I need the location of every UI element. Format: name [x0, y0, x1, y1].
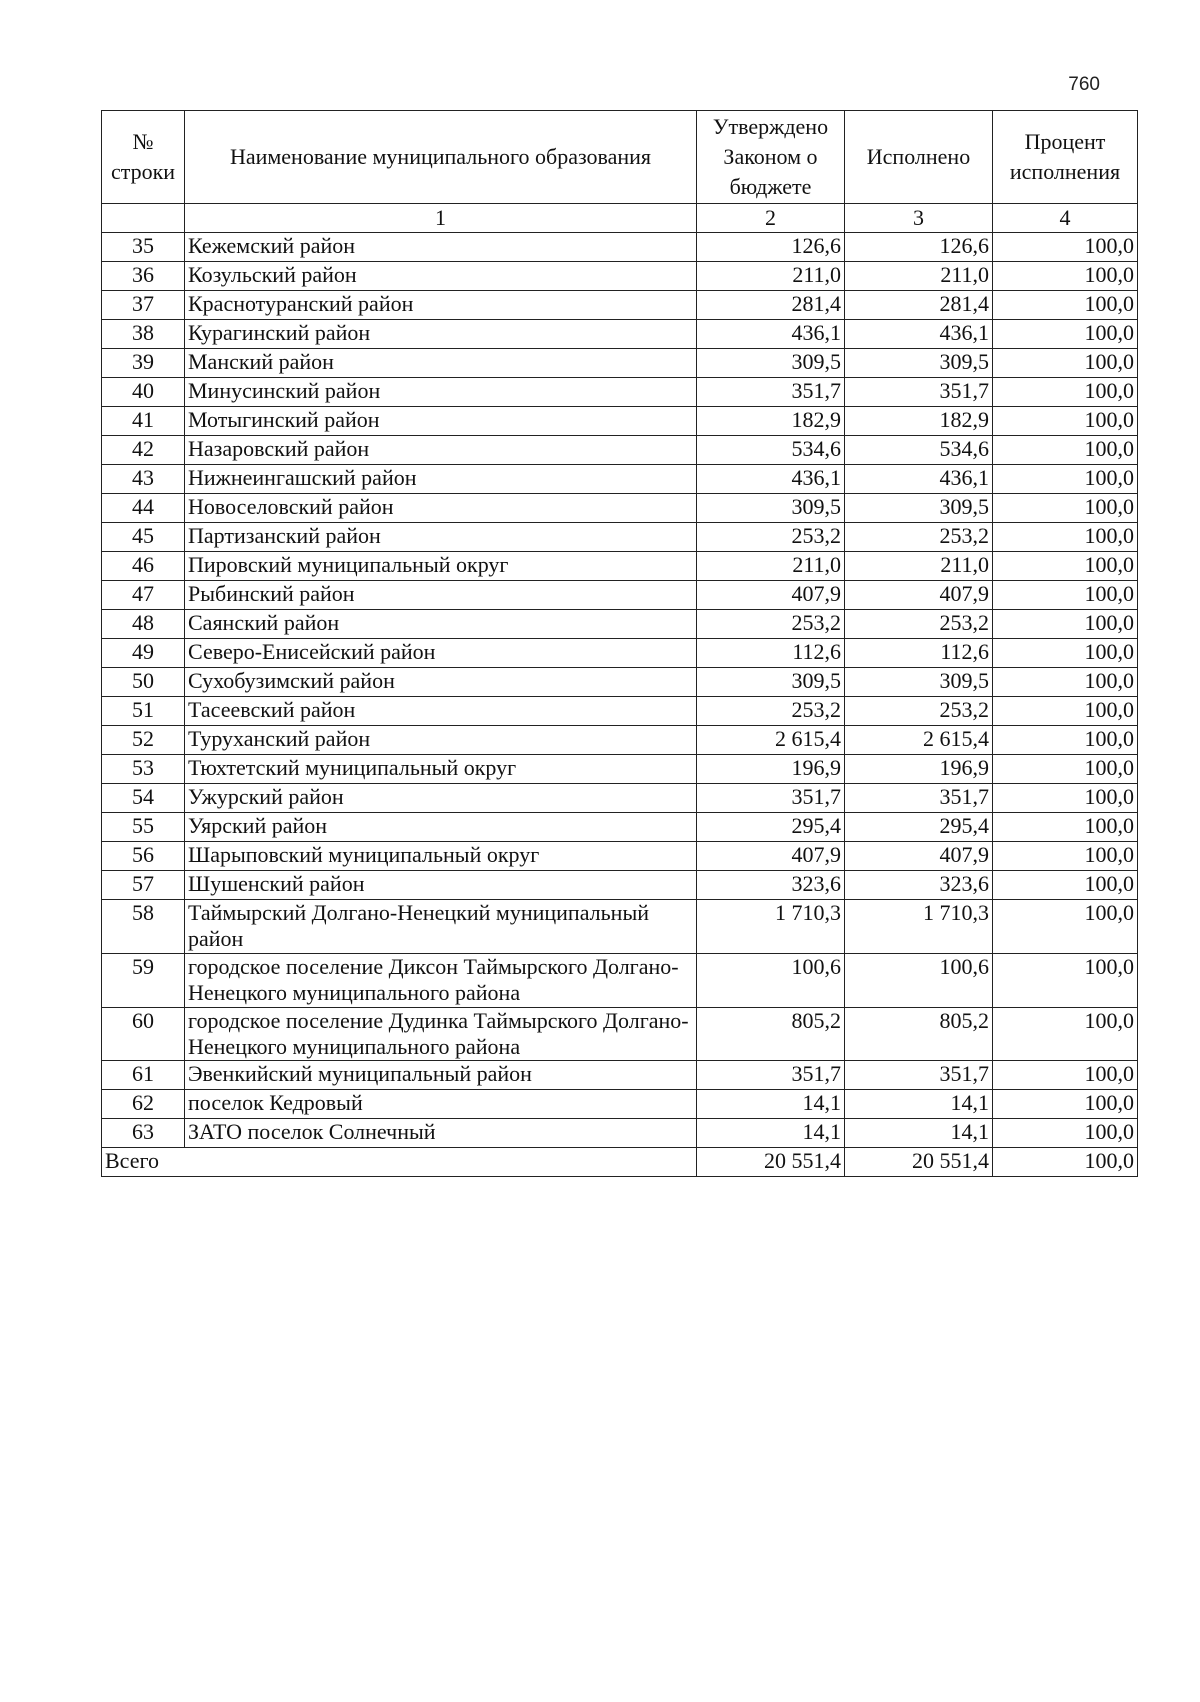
row-municipality-name: Назаровский район	[185, 436, 697, 465]
table-row	[102, 320, 1138, 349]
row-executed: 309,5	[845, 494, 993, 523]
row-percent: 100,0	[993, 668, 1138, 697]
row-approved: 323,6	[697, 871, 845, 900]
column-index-4: 4	[993, 204, 1138, 233]
row-approved: 281,4	[697, 291, 845, 320]
table-row	[102, 1090, 1138, 1119]
row-executed: 1 710,3	[845, 900, 993, 954]
table-row	[102, 1061, 1138, 1090]
table-row	[102, 668, 1138, 697]
row-percent: 100,0	[993, 581, 1138, 610]
row-number: 39	[102, 349, 185, 378]
table-row	[102, 349, 1138, 378]
row-approved: 309,5	[697, 494, 845, 523]
row-municipality-name: Сухобузимский район	[185, 668, 697, 697]
row-executed: 281,4	[845, 291, 993, 320]
row-percent: 100,0	[993, 900, 1138, 954]
row-executed: 351,7	[845, 1061, 993, 1090]
row-number: 56	[102, 842, 185, 871]
row-executed: 436,1	[845, 465, 993, 494]
row-municipality-name: Северо-Енисейский район	[185, 639, 697, 668]
row-approved: 351,7	[697, 378, 845, 407]
row-percent: 100,0	[993, 842, 1138, 871]
total-row	[102, 1148, 1138, 1177]
row-approved: 407,9	[697, 581, 845, 610]
row-number: 60	[102, 1007, 185, 1061]
row-approved: 100,6	[697, 953, 845, 1007]
row-approved: 2 615,4	[697, 726, 845, 755]
row-executed: 112,6	[845, 639, 993, 668]
total-approved: 20 551,4	[697, 1148, 845, 1177]
row-number: 61	[102, 1061, 185, 1090]
row-percent: 100,0	[993, 610, 1138, 639]
row-executed: 211,0	[845, 552, 993, 581]
row-number: 47	[102, 581, 185, 610]
row-approved: 351,7	[697, 1061, 845, 1090]
row-number: 42	[102, 436, 185, 465]
row-percent: 100,0	[993, 1061, 1138, 1090]
table-row	[102, 494, 1138, 523]
header-percent: Процент исполнения	[993, 111, 1138, 204]
row-percent: 100,0	[993, 784, 1138, 813]
row-approved: 1 710,3	[697, 900, 845, 954]
row-municipality-name: городское поселение Дудинка Таймырского Долгано-Ненецкого муниципального района	[185, 1007, 697, 1061]
row-executed: 351,7	[845, 784, 993, 813]
row-executed: 2 615,4	[845, 726, 993, 755]
row-percent: 100,0	[993, 407, 1138, 436]
row-percent: 100,0	[993, 1119, 1138, 1148]
row-executed: 436,1	[845, 320, 993, 349]
row-number: 58	[102, 900, 185, 954]
row-percent: 100,0	[993, 552, 1138, 581]
row-percent: 100,0	[993, 523, 1138, 552]
table-row	[102, 1119, 1138, 1148]
header-row-number: № строки	[102, 111, 185, 204]
table-row	[102, 436, 1138, 465]
row-approved: 126,6	[697, 233, 845, 262]
row-percent: 100,0	[993, 378, 1138, 407]
row-executed: 805,2	[845, 1007, 993, 1061]
table-row	[102, 291, 1138, 320]
table-row	[102, 610, 1138, 639]
row-approved: 14,1	[697, 1119, 845, 1148]
header-approved: Утверждено Законом о бюджете	[697, 111, 845, 204]
row-percent: 100,0	[993, 262, 1138, 291]
total-label: Всего	[102, 1148, 697, 1177]
row-approved: 14,1	[697, 1090, 845, 1119]
total-percent: 100,0	[993, 1148, 1138, 1177]
total-executed: 20 551,4	[845, 1148, 993, 1177]
row-number: 40	[102, 378, 185, 407]
row-municipality-name: Курагинский район	[185, 320, 697, 349]
column-index-1: 1	[185, 204, 697, 233]
row-executed: 309,5	[845, 668, 993, 697]
row-percent: 100,0	[993, 871, 1138, 900]
table-row	[102, 407, 1138, 436]
row-percent: 100,0	[993, 436, 1138, 465]
row-percent: 100,0	[993, 233, 1138, 262]
row-executed: 14,1	[845, 1119, 993, 1148]
row-number: 41	[102, 407, 185, 436]
row-municipality-name: Рыбинский район	[185, 581, 697, 610]
row-number: 36	[102, 262, 185, 291]
row-executed: 100,6	[845, 953, 993, 1007]
row-municipality-name: Мотыгинский район	[185, 407, 697, 436]
row-municipality-name: Ужурский район	[185, 784, 697, 813]
row-municipality-name: ЗАТО поселок Солнечный	[185, 1119, 697, 1148]
row-approved: 407,9	[697, 842, 845, 871]
row-number: 52	[102, 726, 185, 755]
row-approved: 309,5	[697, 349, 845, 378]
row-approved: 211,0	[697, 552, 845, 581]
row-number: 49	[102, 639, 185, 668]
row-percent: 100,0	[993, 726, 1138, 755]
header-executed: Исполнено	[845, 111, 993, 204]
table-row	[102, 581, 1138, 610]
row-approved: 309,5	[697, 668, 845, 697]
row-approved: 534,6	[697, 436, 845, 465]
row-executed: 351,7	[845, 378, 993, 407]
table-row	[102, 378, 1138, 407]
row-municipality-name: Таймырский Долгано-Ненецкий муниципальный район	[185, 900, 697, 954]
row-municipality-name: Новоселовский район	[185, 494, 697, 523]
row-percent: 100,0	[993, 291, 1138, 320]
row-municipality-name: поселок Кедровый	[185, 1090, 697, 1119]
row-number: 57	[102, 871, 185, 900]
table-row	[102, 871, 1138, 900]
table-row	[102, 697, 1138, 726]
table-row	[102, 552, 1138, 581]
row-municipality-name: Козульский район	[185, 262, 697, 291]
row-approved: 253,2	[697, 610, 845, 639]
row-approved: 253,2	[697, 697, 845, 726]
row-executed: 253,2	[845, 610, 993, 639]
row-municipality-name: Нижнеингашский район	[185, 465, 697, 494]
row-number: 44	[102, 494, 185, 523]
row-executed: 309,5	[845, 349, 993, 378]
row-executed: 126,6	[845, 233, 993, 262]
table-row	[102, 784, 1138, 813]
row-executed: 253,2	[845, 697, 993, 726]
row-percent: 100,0	[993, 639, 1138, 668]
table-row	[102, 523, 1138, 552]
row-executed: 211,0	[845, 262, 993, 291]
column-index-row	[102, 204, 1138, 233]
table-row	[102, 726, 1138, 755]
row-percent: 100,0	[993, 755, 1138, 784]
table-row	[102, 900, 1138, 954]
row-number: 50	[102, 668, 185, 697]
table-row	[102, 233, 1138, 262]
row-number: 48	[102, 610, 185, 639]
row-percent: 100,0	[993, 813, 1138, 842]
row-approved: 196,9	[697, 755, 845, 784]
table-row	[102, 1007, 1138, 1061]
row-municipality-name: Саянский район	[185, 610, 697, 639]
row-municipality-name: Манский район	[185, 349, 697, 378]
row-municipality-name: Кежемский район	[185, 233, 697, 262]
row-approved: 182,9	[697, 407, 845, 436]
table-row	[102, 953, 1138, 1007]
row-percent: 100,0	[993, 494, 1138, 523]
row-municipality-name: Пировский муниципальный округ	[185, 552, 697, 581]
row-percent: 100,0	[993, 320, 1138, 349]
row-municipality-name: Партизанский район	[185, 523, 697, 552]
row-number: 62	[102, 1090, 185, 1119]
column-index-0	[102, 204, 185, 233]
row-municipality-name: Эвенкийский муниципальный район	[185, 1061, 697, 1090]
row-approved: 436,1	[697, 465, 845, 494]
table-row	[102, 639, 1138, 668]
row-municipality-name: Шарыповский муниципальный округ	[185, 842, 697, 871]
header-municipality-name: Наименование муниципального образования	[185, 111, 697, 204]
row-number: 51	[102, 697, 185, 726]
row-approved: 805,2	[697, 1007, 845, 1061]
row-executed: 182,9	[845, 407, 993, 436]
row-number: 38	[102, 320, 185, 349]
budget-execution-table	[101, 110, 1138, 1177]
row-percent: 100,0	[993, 349, 1138, 378]
table-row	[102, 813, 1138, 842]
row-municipality-name: Туруханский район	[185, 726, 697, 755]
row-number: 55	[102, 813, 185, 842]
row-number: 37	[102, 291, 185, 320]
table-row	[102, 842, 1138, 871]
row-executed: 196,9	[845, 755, 993, 784]
row-percent: 100,0	[993, 1090, 1138, 1119]
row-approved: 436,1	[697, 320, 845, 349]
row-municipality-name: городское поселение Диксон Таймырского Долгано-Ненецкого муниципального района	[185, 953, 697, 1007]
row-percent: 100,0	[993, 697, 1138, 726]
row-number: 46	[102, 552, 185, 581]
page-number: 760	[1068, 74, 1100, 95]
column-index-2: 2	[697, 204, 845, 233]
row-number: 63	[102, 1119, 185, 1148]
row-municipality-name: Шушенский район	[185, 871, 697, 900]
row-municipality-name: Минусинский район	[185, 378, 697, 407]
row-executed: 534,6	[845, 436, 993, 465]
row-approved: 295,4	[697, 813, 845, 842]
row-approved: 211,0	[697, 262, 845, 291]
table-row	[102, 262, 1138, 291]
row-executed: 295,4	[845, 813, 993, 842]
row-executed: 14,1	[845, 1090, 993, 1119]
row-number: 43	[102, 465, 185, 494]
row-number: 59	[102, 953, 185, 1007]
row-number: 54	[102, 784, 185, 813]
column-index-3: 3	[845, 204, 993, 233]
row-approved: 351,7	[697, 784, 845, 813]
row-municipality-name: Уярский район	[185, 813, 697, 842]
row-percent: 100,0	[993, 953, 1138, 1007]
table-row	[102, 465, 1138, 494]
row-municipality-name: Краснотуранский район	[185, 291, 697, 320]
row-approved: 112,6	[697, 639, 845, 668]
row-executed: 407,9	[845, 842, 993, 871]
row-number: 53	[102, 755, 185, 784]
row-municipality-name: Тасеевский район	[185, 697, 697, 726]
row-percent: 100,0	[993, 1007, 1138, 1061]
row-percent: 100,0	[993, 465, 1138, 494]
table-row	[102, 755, 1138, 784]
row-approved: 253,2	[697, 523, 845, 552]
row-executed: 253,2	[845, 523, 993, 552]
row-municipality-name: Тюхтетский муниципальный округ	[185, 755, 697, 784]
row-number: 35	[102, 233, 185, 262]
row-executed: 407,9	[845, 581, 993, 610]
row-number: 45	[102, 523, 185, 552]
row-executed: 323,6	[845, 871, 993, 900]
